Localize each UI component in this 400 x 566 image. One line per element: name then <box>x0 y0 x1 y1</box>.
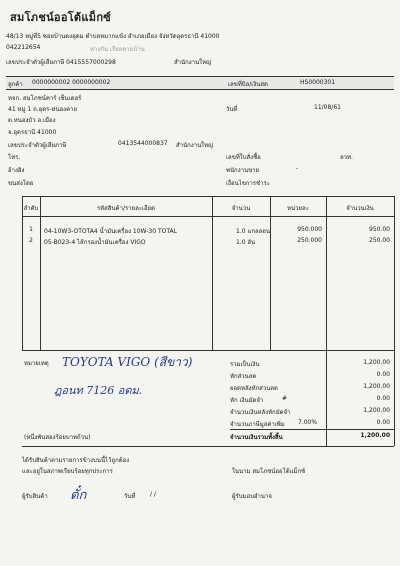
row-price: 250.000 <box>297 237 322 244</box>
header-qty: จำนวน <box>231 205 251 212</box>
credit-label: เงื่อนไขการชำระ <box>226 180 270 187</box>
discount-value: 0.00 <box>376 371 390 378</box>
after-discount-label: ยอดหลังหักส่วนลด <box>230 385 278 392</box>
header-no: ลำดับ <box>23 205 39 212</box>
ship-label: ขนส่งโดย <box>8 180 34 187</box>
after-deposit-label: จำนวนเงินหลังหักมัดจำ <box>230 409 291 416</box>
handwritten-plate: ฎอนท 7126 อดม. <box>54 384 143 397</box>
customer-address-1: 41 หมู่ 1 ถ.อุดร-หนองคาย <box>8 106 77 113</box>
customer-address-2: ต.หนองบัว อ.เมือง <box>8 117 56 124</box>
header-unit-price: หน่วยละ <box>287 205 309 212</box>
date-label: วันที่ <box>226 106 238 113</box>
row-no: 1 <box>29 226 33 233</box>
vat-label: จำนวนภาษีมูลค่าเพิ่ม <box>230 421 285 428</box>
header-description: รหัสสินค้า/รายละเอียด <box>96 205 156 212</box>
faint-text: ห่างกัน เรียลตามบ้าน <box>90 46 145 53</box>
sales-value: - <box>296 165 299 172</box>
company-name: สมโภชน์ออโต้แม็กซ์ <box>10 11 112 24</box>
receipt-note-1: ได้รับสินค้าตามรายการข้างบนนี้ไว้ถูกต้อง <box>22 457 130 464</box>
row-price: 950.000 <box>297 226 322 233</box>
bill-number-label: เลขที่บิล/เงินสด <box>228 81 268 88</box>
after-discount-value: 1,200.00 <box>363 383 390 390</box>
row-description: 04-10W3-OTOTA4 น้ำมันเครื่อง 10W-30 TOTAL <box>44 228 177 235</box>
amount-in-words: (หนึ่งพันสองร้อยบาทถ้วน) <box>24 434 91 441</box>
row-no: 2 <box>29 237 33 244</box>
row-qty: 1.0 แกลลอน <box>236 228 271 235</box>
row-amount: 950.00 <box>369 226 390 233</box>
footer-date-label: วันที่ <box>124 493 136 500</box>
deposit-label: หัก เงินมัดจำ <box>230 397 264 404</box>
subtotal-label: รวมเป็นเงิน <box>230 361 260 368</box>
terms-label: ลวท. <box>340 154 353 161</box>
grand-total-label: จำนวนเงินรวมทั้งสิ้น <box>230 434 283 441</box>
customer-name: หจก. สมโภชน์คาร์ เซ็นเตอร์ <box>8 95 82 102</box>
discount-label: หักส่วนลด <box>230 373 257 380</box>
handwritten-vehicle: TOYOTA VIGO (สีขาว) <box>62 355 193 369</box>
phone-label: โทร. <box>8 154 21 161</box>
remarks-label: หมายเหตุ <box>24 360 49 367</box>
customer-code-value: 0000000002 0000000002 <box>32 79 111 86</box>
after-deposit-value: 1,200.00 <box>363 407 390 414</box>
approver-label: ผู้รับมอบอำนาจ <box>232 493 272 500</box>
customer-code-label: ลูกค้า <box>8 81 23 88</box>
row-description: 05-B023-4 ไส้กรองน้ำมันเครื่อง VIGO <box>44 239 146 246</box>
ref-label: อ้างอิง <box>8 167 25 174</box>
receipt-note-2: และอยู่ในสภาพเรียบร้อยทุกประการ <box>22 468 113 475</box>
company-sign-label: ในนาม สมโภชน์ออโต้แม็กซ์ <box>232 468 306 475</box>
deposit-value: 0.00 <box>376 395 390 402</box>
company-address: 48/13 หมู่ที่5 ซอยบ้านดงอุดม ตำบลหมากแข้ง อำเภอเมือง จังหวัดอุดรธานี 41000 <box>6 33 220 40</box>
customer-tax-label: เลขประจำตัวผู้เสียภาษี <box>8 142 67 149</box>
company-branch: สำนักงานใหญ่ <box>174 59 212 66</box>
vat-value: 0.00 <box>376 419 390 426</box>
bill-number-value: HS0000301 <box>300 79 336 86</box>
receiver-signature: ตั๋ก <box>70 488 87 503</box>
company-tax-id: เลขประจำตัวผู้เสียภาษี 0415557000298 <box>6 59 116 66</box>
po-label: เลขที่ใบสั่งซื้อ <box>226 154 261 161</box>
header-amount: จำนวนเงิน <box>346 205 374 212</box>
company-phone: 042212654 <box>6 44 41 51</box>
vat-rate: 7.00% <box>298 419 318 426</box>
footer-date-value: / / <box>150 491 156 498</box>
customer-tax-value: 0413544000837 <box>118 140 168 147</box>
customer-address-3: จ.อุดรธานี 41000 <box>8 129 57 136</box>
sales-label: พนักงานขาย <box>226 167 260 174</box>
row-amount: 250.00 <box>369 237 390 244</box>
grand-total-value: 1,200.00 <box>360 432 390 439</box>
customer-branch: สำนักงานใหญ่ <box>176 142 214 149</box>
row-qty: 1.0 อัน <box>236 239 256 246</box>
date-value: 11/08/61 <box>314 104 341 111</box>
deposit-mark: # <box>282 395 288 402</box>
receiver-label: ผู้รับสินค้า <box>22 493 48 500</box>
subtotal-value: 1,200.00 <box>363 359 390 366</box>
